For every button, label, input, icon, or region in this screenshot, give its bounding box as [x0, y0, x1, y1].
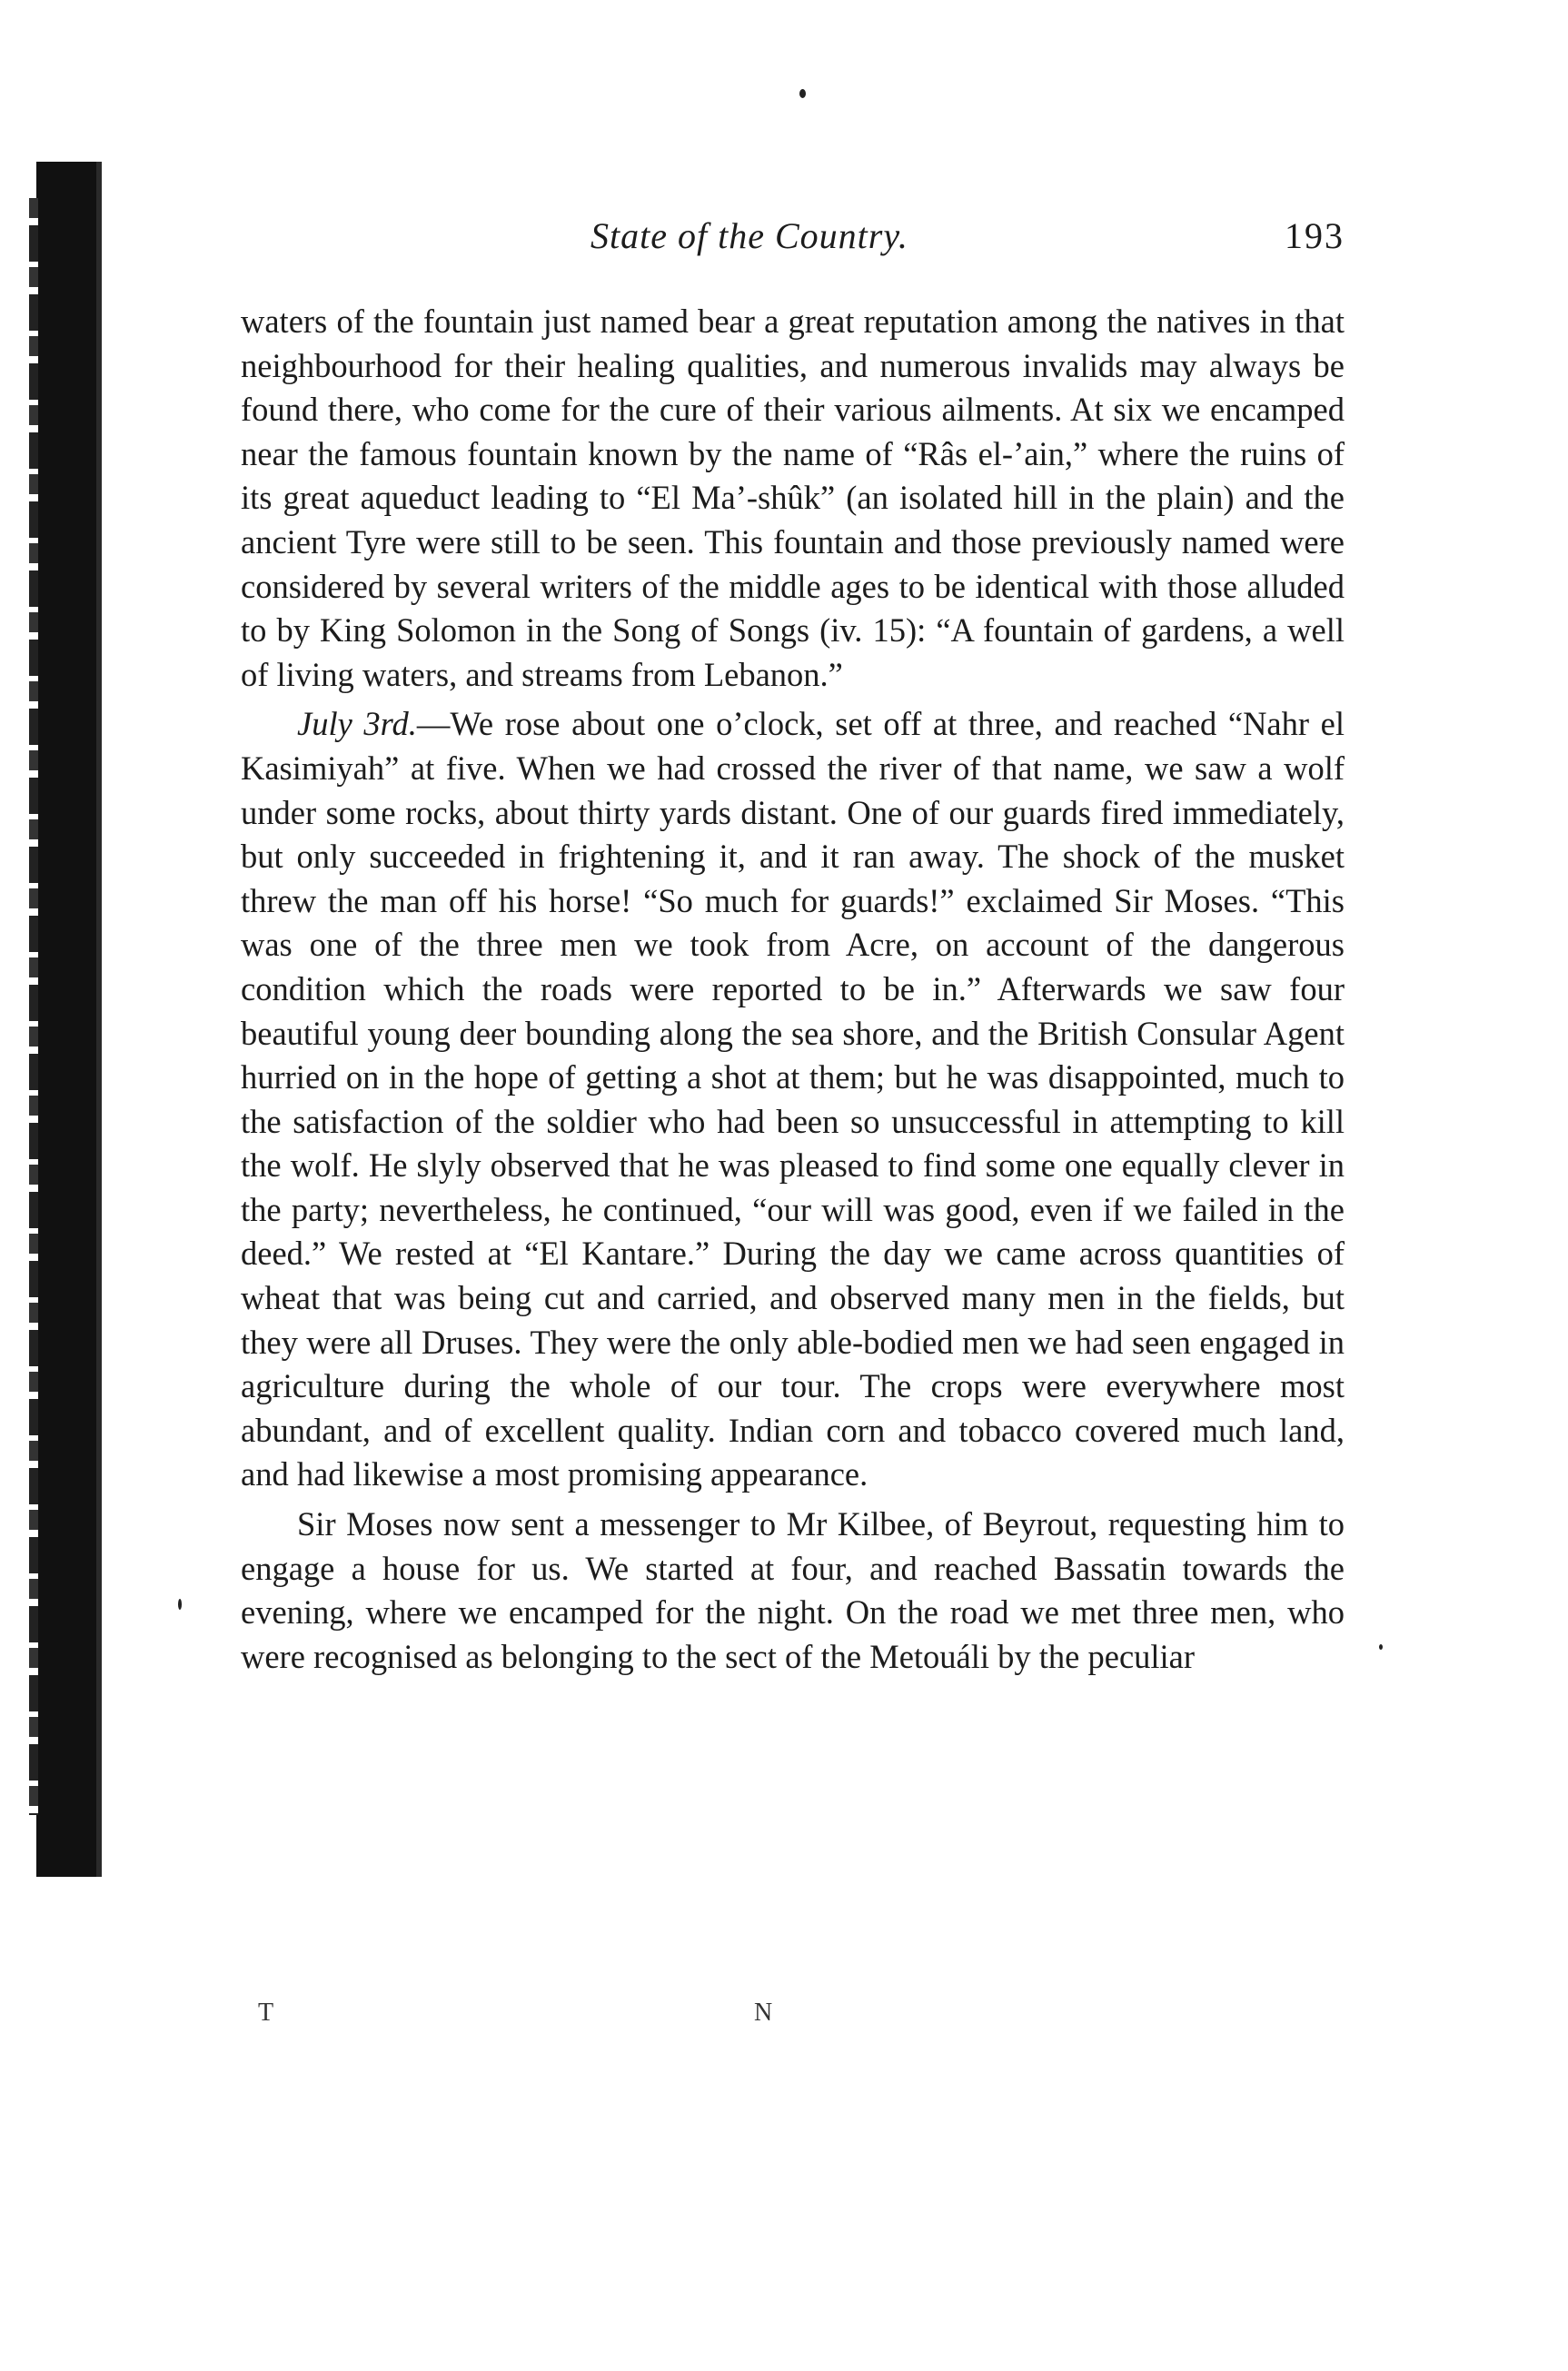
- paragraph-text: waters of the fountain just named bear a great reputation among the natives in that neighbourhood for their healing qualities, and numerous invalids may always be found there, who come for the cure of their various ailments. At six we encamped near the famous fountain known by the name of “Râs el-’ain,” where the ruins of its great aqueduct leading to “El Ma’-shûk” (an isolated hill in the plain) and the ancient Tyre were still to be seen. This fountain and those previously named were considered by several writers of the middle ages to be identical with those alluded to by King Solomon in the Song of Songs (iv. 15): “A fountain of gardens, a well of living waters, and streams from Lebanon.”: [241, 303, 1345, 693]
- paragraph-3: [241, 1503, 1345, 1679]
- scan-speck: [1379, 1644, 1383, 1650]
- signature-mark-left: T: [258, 1999, 274, 2027]
- running-head: [236, 214, 1345, 269]
- running-title: State of the Country.: [590, 215, 908, 256]
- paragraph-date-lead: July 3rd.: [297, 705, 417, 743]
- page-number: 193: [1285, 215, 1345, 256]
- paragraph-1: [241, 300, 1345, 697]
- body-text: [241, 300, 1345, 1679]
- printer-signature-marks: [236, 1999, 1345, 2035]
- paragraph-text: Sir Moses now sent a messenger to Mr Kilbee, of Beyrout, requesting him to engage a house for us. We started at four, and reached Bassatin towards the evening, where we encamped for the night. On the road we met three men, who were recognised as belonging to the sect of the Metouáli by the peculiar: [241, 1505, 1345, 1675]
- scanned-binding-edge: [36, 162, 102, 1877]
- signature-mark-center: N: [754, 1999, 773, 2027]
- paragraph-2: [241, 702, 1345, 1497]
- paragraph-text: —We rose about one o’clock, set off at three, and reached “Nahr el Kasimiyah” at five. When we had crossed the river of that name, we saw a wolf under some rocks, about thirty yards distant. One of our guards fired immediately, but only succeeded in frightening it, and it ran away. The shock of the musket threw the man off his horse! “So much for guards!” exclaimed Sir Moses. “This was one of the three men we took from Acre, on account of the dangerous condition which the roads were reported to be in.” Afterwards we saw four beautiful young deer bounding along the sea shore, and the British Consular Agent hurried on in the hope of getting a shot at them; but he was disappointed, much to the satisfaction of the soldier who had been so unsuccessful in attempting to kill the wolf. He slyly observed that he was pleased to find some one equally clever in the party; nevertheless, he continued, “our will was good, even if we failed in the deed.” We rested at “El Kantare.” During the day we came across quantities of wheat that was being cut and carried, and observed many men in the fields, but they were all Druses. They were the only able-bodied men we had seen engaged in agriculture during the whole of our tour. The crops were everywhere most abundant, and of excellent quality. Indian corn and tobacco covered much land, and had likewise a most promising appearance.: [241, 705, 1345, 1493]
- scan-speck: [178, 1599, 182, 1610]
- scan-speck: [799, 89, 806, 98]
